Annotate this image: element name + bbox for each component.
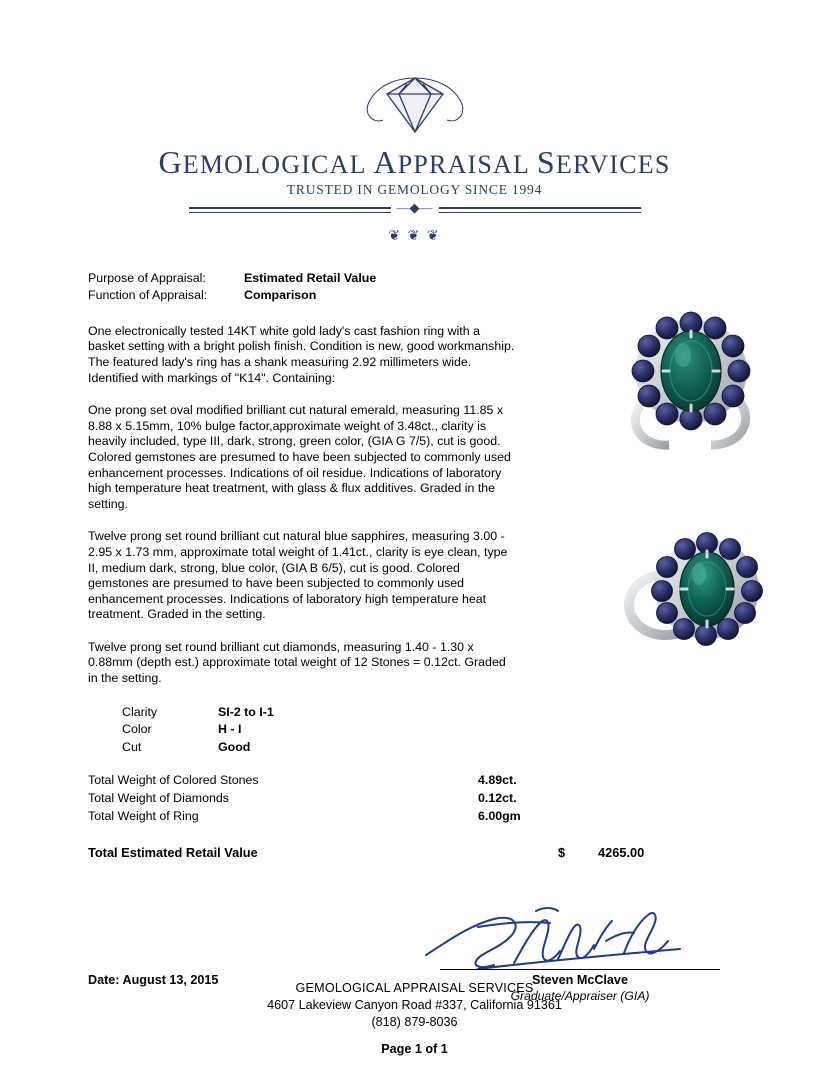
function-value: Comparison [244, 288, 317, 303]
letterhead [0, 0, 829, 245]
page-number: Page 1 of 1 [381, 1042, 448, 1056]
appraisal-date: Date: August 13, 2015 [88, 972, 219, 987]
ring-photo-top-view [607, 305, 785, 453]
table-row [88, 271, 376, 289]
table-row [88, 772, 648, 790]
flourish-ornament-icon: ❦ ❦ ❦ [388, 228, 441, 244]
description-paragraph-sapphires: Twelve prong set round brilliant cut natural blue sapphires, measuring 3.00 - 2.95 x 1.73 mm, approximate total weight of 1.41ct., clarity is eye clean, type II, medium dark, strong, blue color, (GIA B 6/5), cut is good. Colored gemstones are presumed to have been subjected to commonly used enhancement processes. Indications of laboratory high temperature heat treatment. Graded in the setting. [88, 529, 508, 622]
description-paragraph-diamonds: Twelve prong set round brilliant cut diamonds, measuring 1.40 - 1.30 x 0.88mm (depth est.) approximate total weight of 12 Stones = 0.12ct. Graded in the setting. [88, 639, 506, 686]
grand-total-currency: $ [558, 845, 566, 861]
ring-photo-angled-view [607, 519, 785, 667]
grade-value-clarity: SI-2 to I-1 [218, 704, 274, 719]
company-name-a: A [373, 144, 398, 180]
total-colored-stones-value: 4.89ct. [478, 773, 517, 788]
signer-title: Graduate/Appraiser (GIA) [510, 988, 650, 1003]
purpose-label: Purpose of Appraisal: [88, 270, 206, 285]
grand-total-label: Total Estimated Retail Value [88, 845, 258, 861]
purpose-value: Estimated Retail Value [244, 270, 377, 285]
divider-ornament-icon: —◆— [391, 201, 439, 215]
company-name-ppraisal: PPRAISAL [397, 150, 537, 179]
table-row [88, 808, 648, 826]
total-ring-weight-value: 6.00gm [478, 808, 521, 823]
grand-total-amount: 4265.00 [598, 845, 645, 861]
table-row [122, 739, 274, 757]
company-name-s: S [536, 144, 556, 180]
company-name-emological: EMOLOGICAL [182, 150, 374, 179]
grand-total-row [88, 843, 748, 863]
total-ring-weight-label: Total Weight of Ring [88, 808, 199, 823]
footer-company: GEMOLOGICAL APPRAISAL SERVICES [295, 981, 534, 995]
total-diamonds-label: Total Weight of Diamonds [88, 791, 229, 806]
diamond-grades-table [122, 704, 274, 757]
function-label: Function of Appraisal: [88, 288, 208, 303]
page-footer [0, 980, 829, 1058]
grade-value-color: H - I [218, 722, 242, 737]
document-body [0, 271, 829, 1017]
description-paragraph-emerald: One prong set oval modified brilliant cut natural emerald, measuring 11.85 x 8.88 x 5.15mm, 10% bulge factor,approximate weight of 3.48ct., clarity is heavily included, type III, dark, strong, green color, (GIA G 7/5), cut is good. Colored gemstones are presumed to have been subjected to commonly used enhancement processes. Indications of oil residue. Indications of laboratory high temperature heat treatment, with glass & flux additives. Graded in the setting. [88, 403, 511, 511]
company-name-g: G [158, 144, 183, 180]
signer-name: Steven McClave [532, 972, 628, 987]
company-name [0, 146, 829, 180]
table-row [88, 288, 376, 306]
company-name-ervices: ERVICES [555, 150, 671, 179]
grade-key-color: Color [122, 722, 152, 737]
weights-table [88, 772, 648, 825]
signature-rule [440, 969, 720, 970]
description-paragraph-ring: One electronically tested 14KT white gold lady's cast fashion ring with a basket setting with a bright polish finish. Condition is new, good workmanship. The featured lady's ring has a shank measuring 2.92 millimeters wide. Identified with markings of "K14". Containing: [88, 323, 515, 385]
purpose-table [88, 271, 376, 306]
grade-key-clarity: Clarity [122, 704, 158, 719]
letterhead-divider [189, 199, 641, 222]
total-diamonds-value: 0.12ct. [478, 791, 517, 806]
grade-key-cut: Cut [122, 739, 142, 754]
handwritten-signature [418, 897, 718, 977]
table-row [88, 843, 748, 863]
tagline: TRUSTED IN GEMOLOGY SINCE 1994 [286, 181, 543, 197]
diamond-icon [355, 72, 475, 142]
footer-address: 4607 Lakeview Canyon Road #337, California 91361 [267, 998, 562, 1012]
table-row [122, 721, 274, 739]
grade-value-cut: Good [218, 739, 251, 754]
footer-phone: (818) 879-8036 [371, 1015, 458, 1029]
table-row [122, 704, 274, 722]
total-colored-stones-label: Total Weight of Colored Stones [88, 773, 259, 788]
table-row [88, 790, 648, 808]
